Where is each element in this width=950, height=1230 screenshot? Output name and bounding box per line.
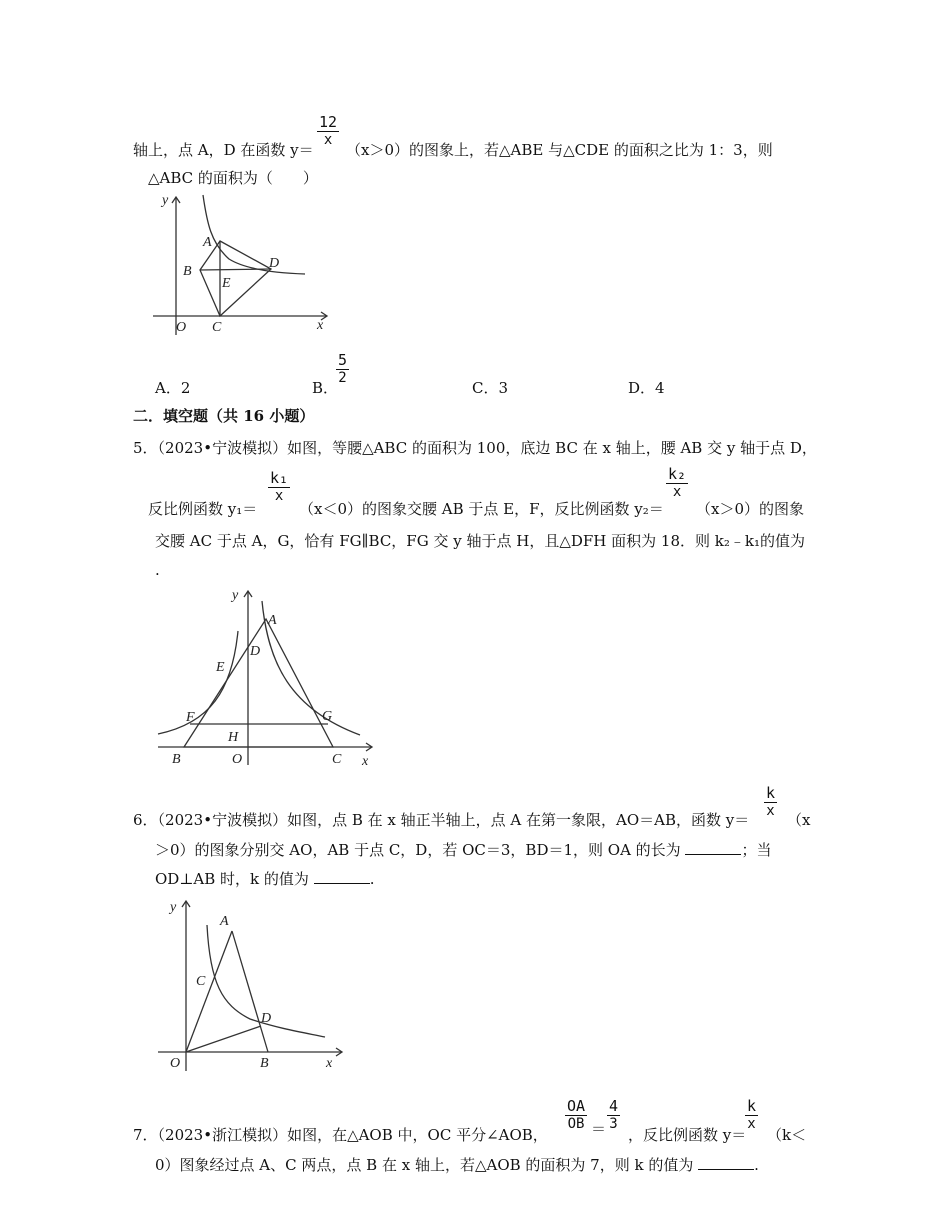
q4-label-a: A <box>203 235 212 250</box>
q7-frack-num: k <box>747 1097 757 1115</box>
q5-figure <box>150 583 385 773</box>
q5-label-e: E <box>216 660 225 675</box>
q4-option-a[interactable]: A．2 <box>155 379 191 397</box>
q5-label-b: B <box>172 752 181 767</box>
q5-text-line3: 交腰 AC 于点 A，G，恰有 FG∥BC，FG 交 y 轴于点 H，且△DFH 面积为 18．则 k₂﹣k₁的值为 <box>155 532 805 550</box>
q4-fraction <box>317 114 339 149</box>
q4-label-o: O <box>176 320 187 335</box>
q5-label-f: F <box>186 710 195 725</box>
q7-fracb-num: 4 <box>609 1097 619 1115</box>
q4-option-b[interactable]: B． <box>312 379 339 397</box>
q4-label-x: x <box>317 318 324 333</box>
q5-label-g: G <box>322 709 333 724</box>
q7-equals: ＝ <box>591 1120 607 1138</box>
q7-fraca-den: OB <box>567 1116 585 1132</box>
q6-text-line1-end: （x <box>787 811 811 829</box>
q6-label-c: C <box>196 974 206 989</box>
q7-text-line1c: （k＜ <box>767 1126 807 1144</box>
q6-segment-od <box>186 1026 261 1052</box>
q5-label-a: A <box>268 613 277 628</box>
q5-frac1-num: k₁ <box>270 469 289 487</box>
q6-text-line2 <box>155 839 771 860</box>
q6-frac-num: k <box>766 784 776 802</box>
q4-text-line1a: 轴上，点 A，D 在函数 y＝ <box>133 141 314 159</box>
q6-text-line1: 6．（2023•宁波模拟）如图，点 B 在 x 轴正半轴上，点 A 在第一象限，AO＝AB，函数 y＝ <box>133 811 750 829</box>
q6-label-y: y <box>170 900 177 915</box>
q5-label-o: O <box>232 752 243 767</box>
q5-frac1-den: x <box>274 488 284 504</box>
section-title: 二．填空题（共 16 小题） <box>133 407 315 425</box>
q7-text-line2a: 0）图象经过点 A、C 两点，点 B 在 x 轴上，若△AOB 的面积为 7，则 k 的值为 <box>155 1156 694 1174</box>
q7-answer-blank-k[interactable] <box>698 1155 754 1170</box>
q4-figure <box>145 185 345 345</box>
q7-fraction-k <box>745 1098 758 1133</box>
q6-answer-blank-k[interactable] <box>314 869 370 884</box>
q6-text-line3b: . <box>369 870 375 888</box>
q7-fraction-4-3 <box>607 1098 620 1133</box>
q7-text-line2 <box>155 1154 759 1175</box>
q6-text-line2b: ；当 <box>741 841 772 859</box>
q4-option-d[interactable]: D．4 <box>628 379 665 397</box>
q5-hyperbola-right <box>262 601 360 735</box>
q5-frac2-num: k₂ <box>668 465 687 483</box>
q7-fraction-oa-ob <box>565 1098 587 1133</box>
q4-hyperbola <box>203 195 305 274</box>
q4-option-b-fraction <box>336 352 349 387</box>
q5-text-line2b: （x＜0）的图象交腰 AB 于点 E，F，反比例函数 y₂＝ <box>299 500 664 518</box>
q7-fraca-num: OA <box>567 1097 586 1115</box>
q5-text-line4: . <box>155 561 160 579</box>
q6-answer-blank-oa[interactable] <box>685 840 741 855</box>
q4-frac-num: 12 <box>319 113 338 131</box>
q5-frac2-den: x <box>672 484 682 500</box>
q4-label-b: B <box>183 264 192 279</box>
q4-label-y: y <box>162 193 169 208</box>
q5-label-c: C <box>332 752 342 767</box>
q5-label-y: y <box>232 588 239 603</box>
q6-label-b: B <box>260 1056 269 1071</box>
q5-text-line2a: 反比例函数 y₁＝ <box>148 500 258 518</box>
q6-text-line3a: OD⊥AB 时，k 的值为 <box>155 870 309 888</box>
q4-optb-den: 2 <box>338 370 347 386</box>
q7-text-line1b: ，反比例函数 y＝ <box>628 1126 747 1144</box>
q6-label-a: A <box>220 914 229 929</box>
q4-label-e: E <box>222 276 231 291</box>
q5-fraction-k1 <box>268 470 290 505</box>
q4-text-line1b: （x＞0）的图象上，若△ABE 与△CDE 的面积之比为 1：3，则 <box>346 141 773 159</box>
q4-quadrilateral <box>200 241 271 316</box>
q6-figure <box>150 893 355 1078</box>
q7-text-line1a: 7．（2023•浙江模拟）如图，在△AOB 中，OC 平分∠AOB， <box>133 1126 548 1144</box>
q6-text-line3 <box>155 868 374 889</box>
q5-triangle-abc <box>184 619 333 747</box>
q5-label-x: x <box>362 754 369 769</box>
q4-label-d: D <box>269 256 280 271</box>
q6-label-x: x <box>326 1056 333 1071</box>
q5-hyperbola-left <box>158 631 238 734</box>
q5-text-line1: 5．（2023•宁波模拟）如图，等腰△ABC 的面积为 100，底边 BC 在 x 轴上，腰 AB 交 y 轴于点 D， <box>133 439 817 457</box>
q4-optb-num: 5 <box>338 351 348 369</box>
q5-label-d: D <box>250 644 261 659</box>
q4-label-c: C <box>212 320 222 335</box>
q6-label-d: D <box>261 1011 272 1026</box>
q5-fraction-k2 <box>666 466 688 501</box>
q7-frack-den: x <box>747 1116 756 1132</box>
q7-fracb-den: 3 <box>609 1116 618 1132</box>
q7-text-line2b: . <box>754 1156 759 1174</box>
q6-label-o: O <box>170 1056 181 1071</box>
q4-frac-den: x <box>323 132 333 148</box>
q4-option-c[interactable]: C．3 <box>472 379 509 397</box>
q6-frac-den: x <box>766 803 775 819</box>
q5-label-h: H <box>228 730 239 745</box>
q6-text-line2a: ＞0）的图象分别交 AO，AB 于点 C，D，若 OC＝3，BD＝1，则 OA 的长为 <box>155 841 681 859</box>
q6-fraction <box>764 785 777 820</box>
q5-text-line2c: （x＞0）的图象 <box>696 500 805 518</box>
q4-text-line2: △ABC 的面积为（ ） <box>148 169 318 187</box>
